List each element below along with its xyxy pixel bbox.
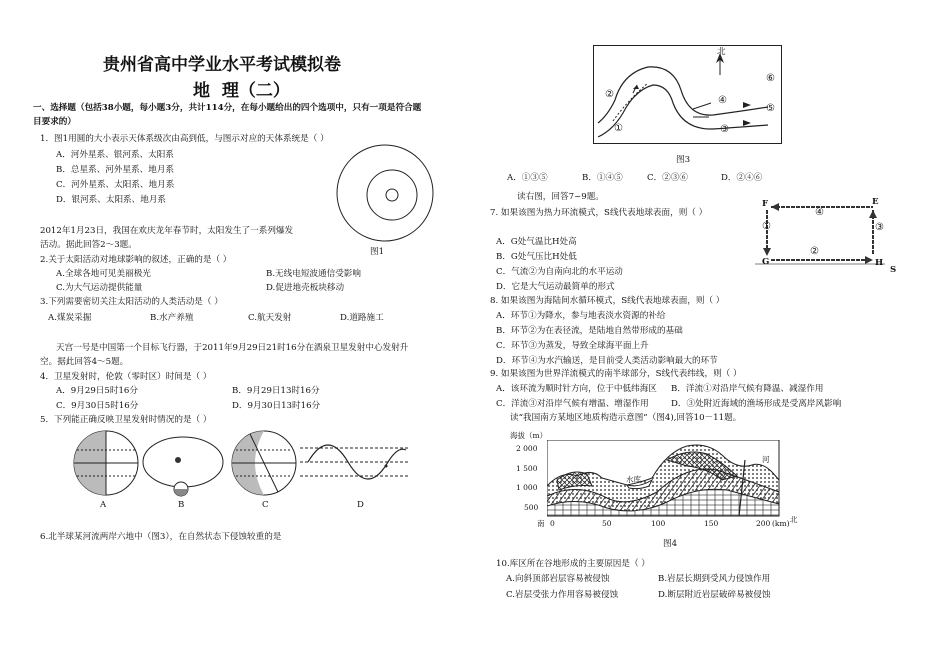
intro-q2-3: 2012年1月23日，我国在欢庆龙年春节时，太阳发生了一系列爆发 [40,226,294,236]
q2-option-d: D.促进地壳板块移动 [266,283,345,293]
exam-title: 贵州省高中学业水平考试模拟卷 [103,55,341,75]
q1-option-c: C．河外星系、太阳系、地月系 [56,180,175,190]
question-2: 2.关于太阳活动对地球影响的叙述，正确的是（ ） [40,255,232,265]
fig4-ytick-2000: 2 000 [516,444,538,453]
q5-label-c: C [262,500,269,510]
q10-option-a: A.向斜顶部岩层容易被侵蚀 [506,574,610,584]
q8-option-d: D．环节④为水汽输送，是目前受人类活动影响最大的环节 [496,356,718,366]
q8-option-c: C．环节③为蒸发，导致全球海平面上升 [496,341,649,351]
q2-option-a: A.全球各地可见美丽极光 [56,269,151,279]
fig3-north-label: 北 [717,47,726,57]
q4-option-d: D．9月30日13时16分 [232,401,321,411]
q7-option-d: D．它是大气运动最简单的形式 [496,282,615,292]
intro-q4-5: 天宫一号是中国第一个目标飞行器，于2011年9月29日21时16分在酒泉卫星发射中心发射升 [56,343,409,353]
fig3-site-4: ④ [718,95,727,106]
question-5: 5．下列能正确反映卫星发射时情况的是（ ） [40,415,212,425]
q10-option-b: B.岩层长期到受风力侵蚀作用 [658,574,771,584]
q6-option-a: A．①③⑤ [507,173,548,183]
fig4-xtick-200: 200 [756,519,771,528]
q9-option-a: A．该环流为顺时针方向，位于中低纬海区 [496,384,657,394]
q5-diagram-c [226,428,306,498]
cycle-num-4: ④ [815,207,824,218]
section-heading: 一、选择题（包括38小题，每小题3分，共计114分，在每小题给出的四个选项中，只有一项是符合题 [33,103,422,113]
fig4-xtick-150: 150 [704,519,719,528]
q6-option-b: B．①④⑤ [582,173,623,183]
q3-option-b: B.水产养殖 [150,313,194,323]
cycle-letter-f: F [762,199,769,209]
figure-1-caption: 图1 [370,247,385,257]
q1-option-a: A．河外星系、银河系、太阳系 [56,150,174,160]
q5-diagram-a [66,428,146,498]
fig4-ytick-1500: 1 500 [516,464,538,473]
q5-label-a: A [100,500,107,510]
q10-option-d: D.断层附近岩层破碎易被侵蚀 [658,590,771,600]
q5-label-d: D [357,500,364,510]
question-7: 7. 如果该图为热力环流模式，S线代表地球表面，则（ ） [490,208,708,218]
fig4-xtick-50: 50 [602,519,612,528]
figure-3-caption: 图3 [676,155,691,165]
question-1: 1．图1用圆的大小表示天体系级次由高到低，与图示对应的天体系统是（ ） [40,134,329,144]
cycle-letter-e: E [872,197,879,207]
intro-q2-3-cont: 活动。据此回答2～3题。 [40,240,137,250]
fig3-site-6: ⑥ [766,73,775,84]
q8-option-a: A．环节①为降水，参与地表淡水资源的补给 [496,311,666,321]
fig4-xtick-100: 100 [651,519,666,528]
q9-option-c: C．洋流③对沿岸气候有增温、增湿作用 [496,399,649,409]
cycle-num-2: ② [810,246,819,257]
q7-option-c: C．气流②为自南向北的水平运动 [496,267,623,277]
fig4-north-label: 北 [790,515,798,524]
q6-option-c: C．②③⑥ [647,173,688,183]
cycle-num-3: ③ [875,222,884,233]
question-3: 3.下列需要密切关注太阳活动的人类活动是（ ） [40,297,223,307]
q5-diagram-b [138,432,228,502]
fig4-reservoir-label: 水库 [626,475,641,484]
fig4-river-label: 河 [762,455,770,464]
fig4-xtick-0: 0 [550,519,555,528]
q3-option-a: A.煤炭采掘 [48,313,92,323]
question-10: 10.库区所在谷地形成的主要原因是（ ） [496,559,650,569]
circulation-diagram [755,190,885,272]
question-4: 4．卫星发射时，伦敦（零时区）时间是（ ） [40,372,212,382]
figure-1-diagram [330,143,440,243]
q6-option-d: D．②④⑥ [721,173,763,183]
q2-option-b: B.无线电短波通信受影响 [266,269,361,279]
fig4-y-axis-label: 海拔（m） [510,431,548,440]
intro-q4-5-cont: 空。据此回答4～5题。 [40,357,129,367]
q9-option-b: B．洋流①对沿岸气候有降温、减湿作用 [671,384,824,394]
q8-option-b: B．环节②为在表径流，是陆地自然带形成的基础 [496,326,683,336]
q5-label-b: B [178,500,185,510]
intro-q10-11: 读“我国南方某地区地质构造示意图”（图4),回答10－11题。 [510,413,742,423]
figure-4-geologic-section [547,440,782,518]
q10-option-c: C.岩层受张力作用容易被侵蚀 [506,590,619,600]
fig3-site-1: ① [614,123,623,134]
intro-q7-9: 读右图，回答7~9题。 [517,192,604,202]
q5-diagram-d [298,432,413,492]
fig3-site-3: ③ [720,124,729,135]
fig4-x-unit: (km) [772,519,790,528]
fig3-site-2: ② [605,89,614,100]
q3-option-c: C.航天发射 [248,313,292,323]
fig4-ytick-1000: 1 000 [516,483,538,492]
fig4-south-label: 南 [537,519,545,528]
cycle-letter-g: G [762,257,770,267]
q4-option-c: C．9月30日5时16分 [56,401,139,411]
question-9: 9. 如果该图为世界洋流模式的南半球部分，S线代表纬线，则（ ） [490,369,742,379]
q7-option-b: B．G处气压比H处低 [496,252,577,262]
q7-option-a: A．G处气温比H处高 [496,237,577,247]
cycle-num-1: ① [762,221,771,232]
q4-option-a: A．9月29日5时16分 [56,386,138,396]
q1-option-b: B．总星系、河外星系、地月系 [56,165,175,175]
fig4-ytick-500: 500 [524,503,539,512]
q3-option-d: D.道路施工 [340,313,384,323]
q4-option-b: B．9月29日13时16分 [232,386,320,396]
q1-option-d: D．银河系、太阳系、地月系 [56,195,167,205]
cycle-letter-h: H [875,258,884,268]
question-8: 8. 如果该图为海陆间水循环模式，S线代表地球表面，则（ ） [490,296,725,306]
section-heading-cont: 目要求的） [33,117,76,127]
q9-option-d: D．③处附近海域的渔场形成是受离岸风影响 [671,399,842,409]
cycle-letter-s: S [890,265,897,275]
q2-option-c: C.为大气运动提供能量 [56,283,143,293]
question-6: 6.北半球某河流两岸六地中（图3），在自然状态下侵蚀较重的是 [40,532,282,542]
fig3-site-5: ⑤ [766,103,775,114]
figure-4-caption: 图4 [663,539,678,549]
exam-subtitle: 地 理（二） [193,81,290,101]
